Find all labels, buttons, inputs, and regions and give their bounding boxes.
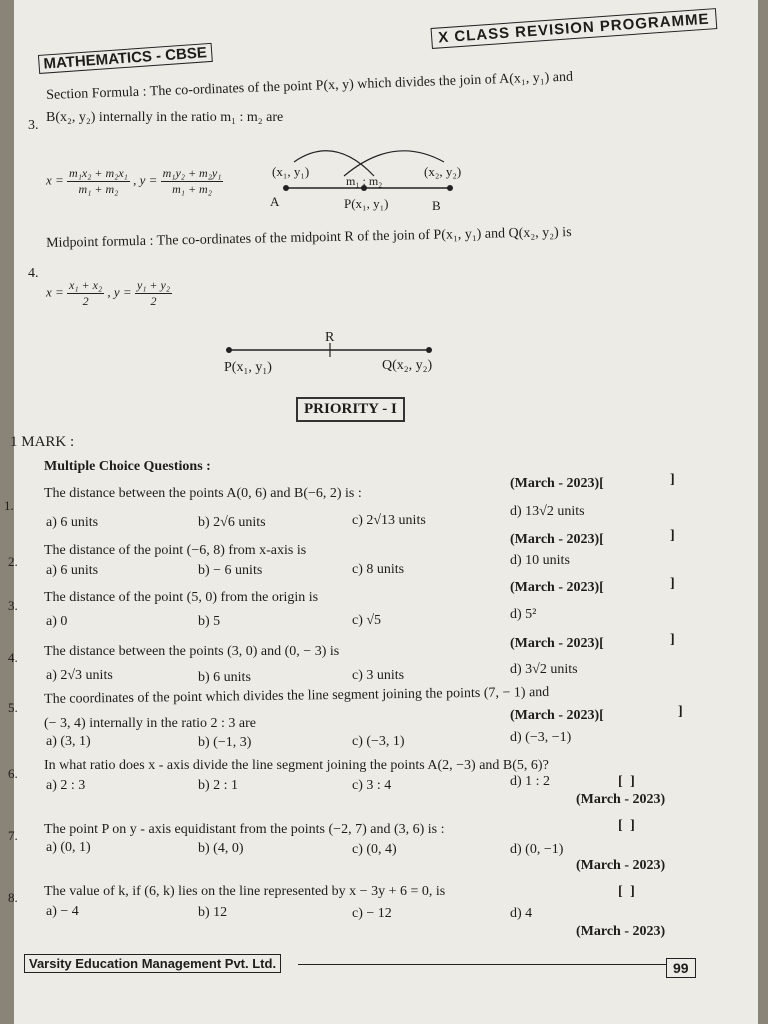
question-number: 8. bbox=[8, 890, 18, 905]
option-d: d) 3√2 units bbox=[510, 662, 578, 677]
question-text: The distance of the point (5, 0) from the origin is bbox=[44, 590, 319, 605]
option-a: a) 6 units bbox=[46, 563, 99, 578]
question-text: The distance between the points (3, 0) and (0, − 3) is bbox=[44, 644, 340, 659]
section-formula-text2: B(x₂, y₂) internally in the ratio m₁ : m₂ are bbox=[46, 110, 284, 125]
diagram-a-coord: (x₁, y₁) bbox=[272, 164, 310, 179]
diagram-a-label: A bbox=[270, 194, 280, 209]
diagram-p-label: P(x₁, y₁) bbox=[344, 196, 389, 211]
exam-tag: (March - 2023)[ bbox=[510, 532, 604, 547]
exam-tag: (March - 2023) bbox=[576, 792, 666, 807]
mid-x-numerator: x₁ + x₂ bbox=[69, 278, 103, 292]
option-a: a) (0, 1) bbox=[46, 840, 91, 855]
option-c: c) 8 units bbox=[352, 562, 405, 577]
question-text-2: (− 3, 4) internally in the ratio 2 : 3 are bbox=[44, 716, 256, 731]
option-b: b) 6 units bbox=[198, 670, 251, 685]
midpoint-text: Midpoint formula : The co-ordinates of the midpoint R of the join of P(x₁, y₁) and Q(x₂, y₂) is bbox=[46, 224, 572, 251]
mid-x-denominator: 2 bbox=[82, 294, 89, 308]
exam-tag: (March - 2023)[ bbox=[510, 708, 604, 723]
option-a: a) (3, 1) bbox=[46, 734, 91, 749]
diagram-b-coord: (x₂, y₂) bbox=[424, 164, 462, 179]
option-c: c) 2√13 units bbox=[352, 513, 426, 528]
answer-bracket: ] bbox=[670, 528, 675, 543]
subject-header: MATHEMATICS - CBSE bbox=[38, 44, 212, 73]
option-b: b) (4, 0) bbox=[198, 841, 244, 856]
question-number: 1. bbox=[4, 498, 14, 513]
question-number: 3. bbox=[8, 598, 18, 613]
diagram-ratio: m₁ : m₂ bbox=[346, 174, 383, 188]
midpoint-r-label: R bbox=[325, 330, 335, 345]
y-numerator: m₁y₂ + m₂y₁ bbox=[162, 166, 222, 180]
y-denominator: m₁ + m₂ bbox=[172, 182, 212, 196]
section-formula-equation: x = $\frac{\text{m₁x₂ + m₂x₁}}{\text{m₁ + m₂}}$ , y = $\frac{\text{m₁y₂ + m₂y₁}}{\text{m₁ + m₂}}$ bbox=[46, 166, 222, 196]
midpoint-equation: x = $\frac{\text{x₁ + x₂}}{2}$ , y = $\frac{\text{y₁ + y₂}}{2}$ bbox=[46, 278, 171, 308]
option-c: c) − 12 bbox=[352, 906, 392, 921]
option-a: a) 2√3 units bbox=[46, 668, 113, 683]
option-b: b) (−1, 3) bbox=[198, 735, 252, 750]
mark-heading: 1 MARK : bbox=[10, 434, 75, 450]
option-b: b) 5 bbox=[198, 614, 221, 629]
question-text: The distance of the point (−6, 8) from x-axis is bbox=[44, 543, 307, 558]
option-b: b) − 6 units bbox=[198, 563, 263, 578]
option-a: a) 2 : 3 bbox=[46, 778, 86, 793]
answer-bracket: ] bbox=[670, 472, 675, 487]
question-text: In what ratio does x - axis divide the line segment joining the points A(2, −3) and B(5, 6)? bbox=[44, 758, 549, 773]
option-c: c) (0, 4) bbox=[352, 842, 397, 857]
point-q bbox=[426, 347, 432, 353]
question-text: The distance between the points A(0, 6) and B(−6, 2) is : bbox=[44, 486, 362, 501]
option-d: d) 10 units bbox=[510, 553, 570, 568]
answer-bracket: ] bbox=[670, 632, 675, 647]
exam-tag: (March - 2023) bbox=[576, 858, 666, 873]
option-d: d) 13√2 units bbox=[510, 504, 585, 519]
footer-rule bbox=[298, 964, 666, 965]
option-c: c) 3 : 4 bbox=[352, 778, 392, 793]
option-c: c) 3 units bbox=[352, 668, 405, 683]
page-number: 99 bbox=[666, 958, 696, 978]
option-c: c) √5 bbox=[352, 613, 382, 628]
midpoint-p-label: P(x₁, y₁) bbox=[224, 360, 272, 375]
publisher-label: Varsity Education Management Pvt. Ltd. bbox=[24, 954, 281, 973]
x-numerator: m₁x₂ + m₂x₁ bbox=[69, 166, 128, 180]
exam-tag: (March - 2023)[ bbox=[510, 636, 604, 651]
option-d: d) 5² bbox=[510, 607, 537, 622]
option-d: d) (0, −1) bbox=[510, 842, 564, 857]
diagram-b-label: B bbox=[432, 198, 441, 213]
question-number: 5. bbox=[8, 700, 18, 715]
point-b bbox=[447, 185, 453, 191]
exam-tag: (March - 2023) bbox=[576, 924, 666, 939]
exam-tag: (March - 2023)[ bbox=[510, 476, 604, 491]
option-d: d) (−3, −1) bbox=[510, 730, 572, 745]
exam-tag: (March - 2023)[ bbox=[510, 580, 604, 595]
question-number: 4. bbox=[8, 650, 18, 665]
point-p-mid bbox=[226, 347, 232, 353]
x-denominator: m₁ + m₂ bbox=[78, 182, 119, 196]
option-d: d) 1 : 2 bbox=[510, 774, 551, 789]
option-b: b) 2√6 units bbox=[198, 515, 266, 530]
option-d: d) 4 bbox=[510, 906, 533, 921]
question-number: 6. bbox=[8, 766, 18, 781]
midpoint-number: 4. bbox=[28, 266, 39, 281]
question-text: The value of k, if (6, k) lies on the line represented by x − 3y + 6 = 0, is bbox=[44, 884, 446, 899]
question-text: The coordinates of the point which divides the line segment joining the points (7, − 1) and bbox=[44, 684, 550, 707]
section-formula-text: Section Formula : The co-ordinates of the point P(x, y) which divides the join of A(x₁, y₁) and bbox=[46, 69, 574, 103]
option-a: a) 0 bbox=[46, 614, 68, 629]
answer-bracket: ] bbox=[670, 576, 675, 591]
mid-y-denominator: 2 bbox=[150, 294, 157, 308]
option-c: c) (−3, 1) bbox=[352, 734, 405, 749]
midpoint-q-label: Q(x₂, y₂) bbox=[382, 358, 433, 373]
option-a: a) − 4 bbox=[46, 904, 79, 919]
question-number: 7. bbox=[8, 828, 18, 843]
option-a: a) 6 units bbox=[46, 515, 99, 530]
priority-box: PRIORITY - I bbox=[296, 397, 405, 422]
answer-bracket: ] bbox=[678, 704, 683, 719]
mid-y-numerator: y₁ + y₂ bbox=[136, 278, 171, 292]
option-b: b) 12 bbox=[198, 905, 228, 920]
section-formula-number: 3. bbox=[28, 118, 39, 133]
mcq-title: Multiple Choice Questions : bbox=[44, 459, 211, 474]
answer-bracket: [ ] bbox=[618, 774, 637, 789]
programme-header: X CLASS REVISION PROGRAMME bbox=[431, 8, 718, 49]
option-b: b) 2 : 1 bbox=[198, 778, 239, 793]
question-text: The point P on y - axis equidistant from the points (−2, 7) and (3, 6) is : bbox=[44, 822, 445, 837]
answer-bracket: [ ] bbox=[618, 884, 637, 899]
point-a bbox=[283, 185, 289, 191]
textbook-page bbox=[4, 0, 758, 1024]
answer-bracket: [ ] bbox=[618, 818, 637, 833]
question-number: 2. bbox=[8, 554, 18, 569]
